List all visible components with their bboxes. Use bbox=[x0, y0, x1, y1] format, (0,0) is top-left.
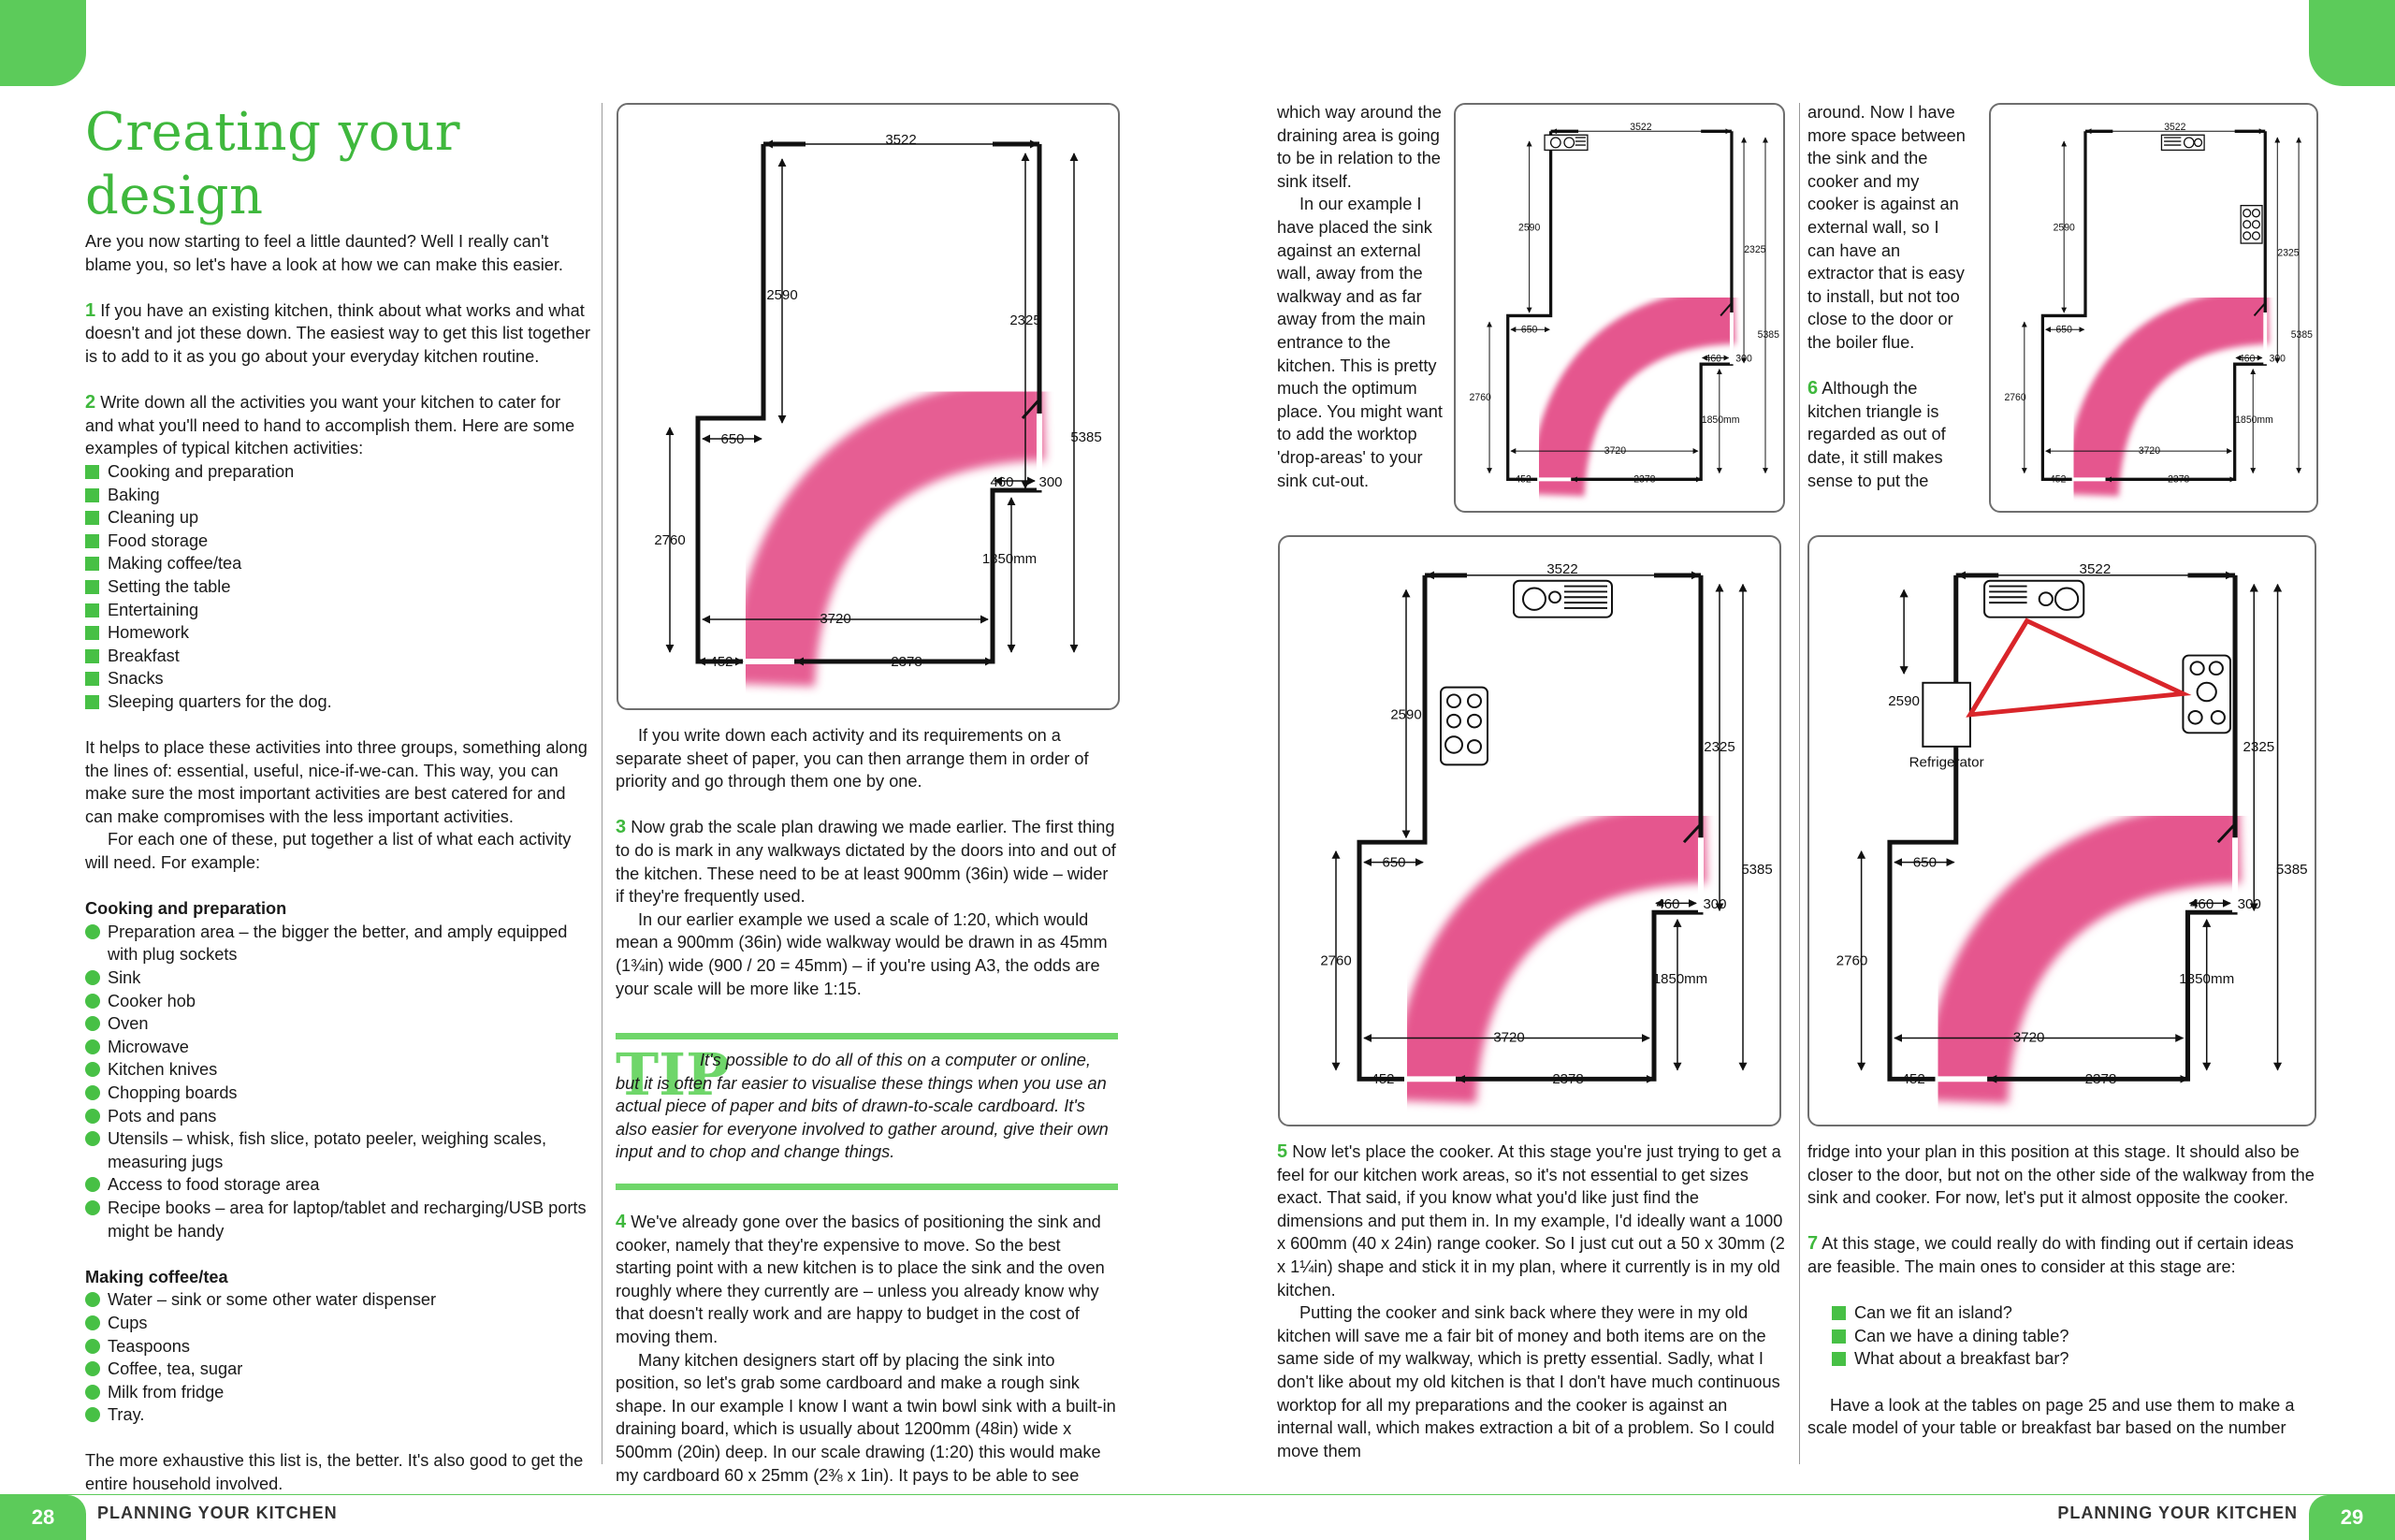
dim-452: 452 bbox=[2049, 473, 2067, 486]
page-number-left: 28 bbox=[0, 1495, 86, 1540]
dim-2325: 2325 bbox=[1744, 244, 1766, 256]
closing-paragraph: The more exhaustive this list is, the better. It's also good to get the entire household involved. bbox=[85, 1451, 584, 1494]
paragraph: Have a look at the tables on page 25 and use them to make a scale model of your table or breakfast bar based on the number bbox=[1807, 1395, 2295, 1438]
list-item: Breakfast bbox=[85, 645, 590, 668]
dim-1850: 1850mm bbox=[981, 551, 1038, 567]
list-item: Homework bbox=[85, 621, 590, 645]
dim-1850: 1850mm bbox=[2179, 972, 2235, 988]
list-item: Food storage bbox=[85, 530, 590, 553]
dim-2760: 2760 bbox=[654, 532, 686, 548]
dim-1850: 1850mm bbox=[2235, 414, 2273, 426]
plan-drawing bbox=[1280, 537, 1779, 1125]
dim-5385: 5385 bbox=[2290, 328, 2313, 341]
list-item: Tray. bbox=[85, 1403, 590, 1427]
kitchen-plan-diagram-1 bbox=[617, 103, 1120, 710]
groups-paragraph-2: For each one of these, put together a list of what each activity will need. For example: bbox=[85, 830, 572, 873]
refrigerator-label: Refrigerator bbox=[1909, 755, 1984, 771]
coffee-list bbox=[85, 1288, 590, 1427]
right-col-a-bottom bbox=[1277, 1140, 1787, 1462]
dim-3720: 3720 bbox=[2138, 444, 2161, 457]
dim-300: 300 bbox=[1038, 474, 1063, 490]
kitchen-plan-diagram-3 bbox=[1989, 103, 2318, 513]
step-text: Although the kitchen triangle is regarded as out of date, it still makes sense to put the bbox=[1807, 379, 1946, 490]
list-item: Sleeping quarters for the dog. bbox=[85, 690, 590, 714]
tip-text: It's possible to do all of this on a computer or online, but it is often far easier to visualise these things when you use an actual piece of paper and bits of drawn-to-scale cardboard. It's also easier for everyone involved to gather around, give their own input and to chop and change things. bbox=[616, 1051, 1109, 1162]
step-text: Now grab the scale plan drawing we made earlier. The first thing to do is mark in any walkways dictated by the doors into and out of the kitchen. These need to be at least 900mm (36in) wide – wider if they're frequently used. bbox=[616, 818, 1116, 907]
dim-460: 460 bbox=[2239, 353, 2256, 365]
middle-column-lower bbox=[616, 1211, 1121, 1487]
list-item: Making coffee/tea bbox=[85, 552, 590, 575]
questions-list bbox=[1807, 1301, 2317, 1371]
paragraph: In our example I have placed the sink against an external wall, away from the walkway and as far away from the main entrance to the kitchen. This is pretty much the optimum place. You might want to add the worktop 'drop-areas' to your sink cut-out. bbox=[1277, 195, 1443, 490]
kitchen-plan-diagram-2 bbox=[1454, 103, 1785, 513]
dim-460: 460 bbox=[2190, 897, 2214, 913]
dim-452: 452 bbox=[1901, 1072, 1925, 1088]
dim-300: 300 bbox=[2237, 897, 2261, 913]
right-col-b-top bbox=[1807, 101, 1967, 492]
dim-300: 300 bbox=[2269, 353, 2286, 365]
paragraph: In our earlier example we used a scale of 1:20, which would mean a 900mm (36in) wide walkway would be drawn in as 45mm (1¾in) wide (900 / 20 = 45mm) – if you're using A3, the odds are your scale will be more like 1:15. bbox=[616, 909, 1108, 998]
dim-650: 650 bbox=[720, 431, 745, 447]
list-item: Pots and pans bbox=[85, 1105, 590, 1128]
list-item: Snacks bbox=[85, 667, 590, 690]
work-triangle bbox=[1970, 621, 2184, 715]
step-4 bbox=[616, 1211, 1121, 1349]
plan-drawing bbox=[1456, 105, 1783, 511]
list-item: Can we fit an island? bbox=[1832, 1301, 2317, 1325]
dim-460: 460 bbox=[1656, 897, 1680, 913]
paragraph: around. Now I have more space between the sink and the cooker and my cooker is against an external wall, so I can have an extractor that is easy to install, but not too close to the door or the boiler flue. bbox=[1807, 103, 1966, 352]
dim-452: 452 bbox=[709, 654, 733, 670]
dim-3720: 3720 bbox=[820, 611, 851, 627]
step-5 bbox=[1277, 1140, 1787, 1301]
paragraph: fridge into your plan in this position at this stage. It should also be closer to the door, but not on the other side of the walkway from the sink and cooker. For now, let's put it almost opposite the cooker. bbox=[1807, 1142, 2315, 1208]
dim-3720: 3720 bbox=[1604, 444, 1627, 457]
dim-2590: 2590 bbox=[1390, 707, 1422, 723]
right-col-a-top bbox=[1277, 101, 1445, 492]
list-item: What about a breakfast bar? bbox=[1832, 1347, 2317, 1371]
dim-460: 460 bbox=[990, 474, 1014, 490]
step-3 bbox=[616, 816, 1121, 908]
plan-drawing bbox=[1809, 537, 2315, 1125]
corner-tab-left bbox=[0, 0, 86, 86]
tip-label: TIP bbox=[616, 1040, 730, 1109]
groups-paragraph: It helps to place these activities into three groups, something along the lines of: essential, useful, nice-if-we-can. This way, you can make sure the most important activities are best catered for and can make compromises with the less important activities. bbox=[85, 738, 588, 826]
plan-drawing bbox=[1991, 105, 2316, 511]
list-item: Cleaning up bbox=[85, 506, 590, 530]
tip-box bbox=[616, 1033, 1118, 1190]
intro-paragraph: Are you now starting to feel a little daunted? Well I really can't blame you, so let's have a look at how we can make this easier. bbox=[85, 232, 563, 274]
dim-2590: 2590 bbox=[1518, 222, 1541, 234]
cooking-list bbox=[85, 921, 590, 1242]
footer-label-left: PLANNING YOUR KITCHEN bbox=[97, 1504, 338, 1522]
list-item: Coffee, tea, sugar bbox=[85, 1358, 590, 1381]
corner-tab-right bbox=[2309, 0, 2395, 86]
dim-2760: 2760 bbox=[1320, 953, 1352, 969]
footer-label-right: PLANNING YOUR KITCHEN bbox=[2057, 1504, 2298, 1522]
dim-300: 300 bbox=[1703, 897, 1727, 913]
list-item: Baking bbox=[85, 484, 590, 507]
dim-300: 300 bbox=[1735, 353, 1752, 365]
step-number: 5 bbox=[1277, 1141, 1288, 1162]
dim-1850: 1850mm bbox=[1652, 972, 1708, 988]
dim-2378: 2378 bbox=[1552, 1072, 1584, 1088]
list-item: Cooking and preparation bbox=[85, 460, 590, 484]
dim-2325: 2325 bbox=[1009, 312, 1041, 328]
column-divider bbox=[1799, 103, 1800, 1464]
dim-5385: 5385 bbox=[2275, 863, 2308, 879]
step-text: If you have an existing kitchen, think about what works and what doesn't and jot these down. The easiest way to get this list together is to add to it as you go about your everyday kitchen routine. bbox=[85, 300, 590, 366]
step-2 bbox=[85, 391, 590, 460]
middle-column bbox=[616, 724, 1121, 1000]
dim-2325: 2325 bbox=[2243, 740, 2275, 755]
dim-5385: 5385 bbox=[1070, 429, 1102, 445]
right-col-b-bottom bbox=[1807, 1140, 2317, 1440]
list-item: Milk from fridge bbox=[85, 1381, 590, 1404]
step-number: 7 bbox=[1807, 1233, 1819, 1255]
step-number: 2 bbox=[85, 392, 96, 414]
coffee-heading: Making coffee/tea bbox=[85, 1267, 228, 1286]
dim-2378: 2378 bbox=[2168, 473, 2190, 486]
dim-2378: 2378 bbox=[891, 654, 922, 670]
dim-460: 460 bbox=[1705, 353, 1722, 365]
list-item: Oven bbox=[85, 1012, 590, 1036]
dim-5385: 5385 bbox=[1757, 328, 1779, 341]
step-number: 3 bbox=[616, 817, 627, 838]
step-text: We've already gone over the basics of positioning the sink and cooker, namely that they're expensive to move. So the best starting point with a new kitchen is to place the sink and the oven roughly where they currently are – unless you already know why that doesn't really work and are happy to budget in the cost of moving them. bbox=[616, 1213, 1105, 1346]
dim-2590: 2590 bbox=[766, 287, 798, 303]
list-item: Cups bbox=[85, 1312, 590, 1335]
list-item: Water – sink or some other water dispenser bbox=[85, 1288, 590, 1312]
cooking-heading: Cooking and preparation bbox=[85, 899, 287, 919]
list-item: Entertaining bbox=[85, 599, 590, 622]
dim-3522: 3522 bbox=[2164, 121, 2186, 133]
page-number-right: 29 bbox=[2309, 1495, 2395, 1540]
dim-650: 650 bbox=[1520, 324, 1538, 336]
list-item: Microwave bbox=[85, 1036, 590, 1059]
dim-3720: 3720 bbox=[2012, 1030, 2045, 1046]
dim-452: 452 bbox=[1515, 473, 1531, 486]
list-item: Can we have a dining table? bbox=[1832, 1325, 2317, 1348]
list-item: Preparation area – the bigger the better, and amply equipped with plug sockets bbox=[85, 921, 590, 966]
list-item: Setting the table bbox=[85, 575, 590, 599]
dim-3720: 3720 bbox=[1493, 1030, 1525, 1046]
paragraph: Putting the cooker and sink back where they were in my old kitchen will save me a fair bit of money and both items are on the same side of my walkway, which is pretty essential. Sadly, what I don't like about my old kitchen is that I don't have much continuous worktop for all my preparations and the cooker is against an internal wall, which makes extraction a bit of a problem. So I could move them bbox=[1277, 1303, 1780, 1460]
list-item: Cooker hob bbox=[85, 990, 590, 1013]
list-item: Chopping boards bbox=[85, 1082, 590, 1105]
dim-650: 650 bbox=[1382, 855, 1406, 871]
page-title: Creating your design bbox=[85, 102, 460, 226]
paragraph: Many kitchen designers start off by placing the sink into position, so let's grab some cardboard and make a rough sink shape. In our example I know I want a twin bowl sink with a built-in draining board, which is usually about 1200mm (48in) wide x 500mm (20in) deep. In our scale drawing (1:20) this would make my cardboard 60 x 25mm (2⅜ x 1in). It pays to be able to see bbox=[616, 1350, 1116, 1485]
step-text: Write down all the activities you want your kitchen to cater for and what you'll need to hand to accomplish them. Here are some examples of typical kitchen activities: bbox=[85, 393, 575, 458]
dim-2760: 2760 bbox=[1469, 392, 1491, 404]
step-1 bbox=[85, 299, 590, 369]
dim-2760: 2760 bbox=[2004, 392, 2026, 404]
step-number: 6 bbox=[1807, 378, 1819, 400]
plan-drawing bbox=[618, 105, 1118, 708]
step-text: Now let's place the cooker. At this stage you're just trying to get a feel for our kitchen work areas, so it's not essential to get sizes exact. That said, if you know what you'd like just find the dimensions and put them in. In my example, I'd ideally want a 1000 x 600mm (40 x 24in) range cooker. So I just cut out a 50 x 30mm (2 x 1¼in) shape and stick it in my plan, where it currently is in my old kitchen. bbox=[1277, 1142, 1785, 1300]
dim-2325: 2325 bbox=[2277, 247, 2300, 259]
left-column bbox=[85, 101, 590, 1496]
step-6 bbox=[1807, 377, 1967, 492]
footer-rule bbox=[0, 1494, 2395, 1495]
dim-5385: 5385 bbox=[1741, 863, 1773, 879]
kitchen-plan-diagram-5 bbox=[1807, 535, 2316, 1126]
dim-2590: 2590 bbox=[1888, 694, 1920, 710]
dim-2325: 2325 bbox=[1704, 739, 1735, 755]
dim-1850: 1850mm bbox=[1701, 414, 1740, 426]
dim-650: 650 bbox=[1912, 855, 1938, 871]
dim-3522: 3522 bbox=[2079, 562, 2112, 577]
step-number: 1 bbox=[85, 299, 96, 321]
dim-2760: 2760 bbox=[1836, 953, 1868, 969]
dim-3522: 3522 bbox=[1630, 121, 1652, 133]
paragraph: If you write down each activity and its requirements on a separate sheet of paper, you can then arrange them in order of priority and go through them one by one. bbox=[616, 726, 1089, 792]
dim-2378: 2378 bbox=[1633, 473, 1656, 486]
list-item: Kitchen knives bbox=[85, 1058, 590, 1082]
list-item: Sink bbox=[85, 966, 590, 990]
dim-650: 650 bbox=[2055, 324, 2072, 336]
dim-3522: 3522 bbox=[1546, 562, 1578, 577]
list-item: Access to food storage area bbox=[85, 1173, 590, 1197]
dim-2378: 2378 bbox=[2084, 1072, 2117, 1088]
kitchen-plan-diagram-4 bbox=[1278, 535, 1781, 1126]
list-item: Teaspoons bbox=[85, 1335, 590, 1358]
step-7 bbox=[1807, 1232, 2317, 1278]
step-number: 4 bbox=[616, 1212, 627, 1232]
dim-452: 452 bbox=[1371, 1072, 1395, 1088]
list-item: Recipe books – area for laptop/tablet and recharging/USB ports might be handy bbox=[85, 1197, 590, 1242]
activities-list bbox=[85, 460, 590, 714]
dim-3522: 3522 bbox=[885, 132, 917, 148]
dim-2590: 2590 bbox=[2053, 222, 2075, 234]
step-text: At this stage, we could really do with finding out if certain ideas are feasible. The main ones to consider at this stage are: bbox=[1807, 1234, 2294, 1276]
list-item: Utensils – whisk, fish slice, potato peeler, weighing scales, measuring jugs bbox=[85, 1127, 590, 1173]
paragraph: which way around the draining area is going to be in relation to the sink itself. bbox=[1277, 103, 1442, 191]
refrigerator-icon bbox=[1923, 683, 1970, 747]
